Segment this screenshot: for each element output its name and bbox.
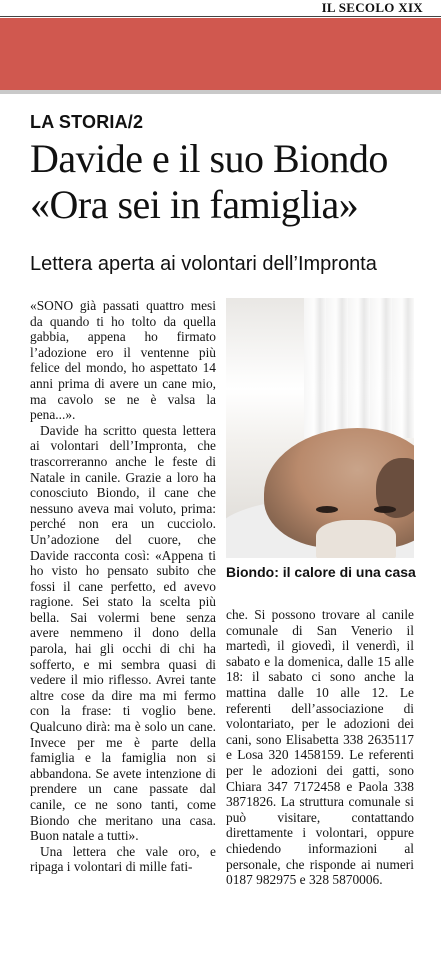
photo-dog-snout: [316, 520, 396, 558]
paragraph: Davide ha scritto questa lettera ai volontari dell’Impronta, che trascorreranno anche le feste di Natale in canile. Grazie a loro ha conosciuto Biondo, il cane che nessuno aveva mai voluto, prima: perché non era un cucciolo. Un’adozione del cuore, che Davide racconta così: «Appena ti ho visto ho pensato subito che fossi il cane perfetto, ed avevo ragione. Sei stato la scelta più bella. Sai volermi bene senza avere nemmeno il dono della parola, hai gli occhi di chi ha sofferto, e mi sembra quasi di vedere il mio riflesso. Avrei tante altre cose da dire ma mi fermo con la frase: ti voglio bene. Qualcuno dirà: ma è solo un cane. Invece per me è parte della famiglia e la famiglia non si abbandona. Se avete intenzione di prendere un cane passate dal canile, ce ne sono tanti, come Biondo che meritano una casa. Buon natale a tutti».: [30, 422, 216, 844]
header-band-shadow: [0, 90, 441, 94]
headline-line-2: «Ora sei in famiglia»: [30, 182, 359, 227]
paragraph: «SONO già passati quattro mesi da quando ti ho tolto da quella gabbia, appena ho firmato l’adozione ero il ventenne più felice del mondo, ho aspettato 14 anni prima di avere un cane mio, ma cavolo se ne è valsa la pena...».: [30, 298, 216, 423]
article-column-left: [30, 298, 216, 875]
headline-line-1: Davide e il suo Biondo: [30, 136, 388, 181]
masthead-title: IL SECOLO XIX: [321, 0, 423, 15]
article-kicker: LA STORIA/2: [30, 112, 144, 132]
photo-dog-eye: [374, 506, 396, 513]
photo-curtain: [304, 298, 414, 438]
photo-caption: Biondo: il calore di una casa: [226, 564, 416, 580]
photo-dog-eye: [316, 506, 338, 513]
paragraph: che. Si possono trovare al canile comunale di San Venerio il martedì, il giovedì, il venerdì, il sabato e la domenica, dalle 15 alle 18: il sabato ci sono anche la mattina dalle 10 alle 12. Le referenti dell’associazione di volontariato, per le adozioni dei cani, sono Elisabetta 338 2635117 e Losa 320 1458159. Le referenti per le adozioni dei gatti, sono Chiara 347 7172458 e Paola 338 3871826. La struttura comunale si può visitare, contattando direttamente i volontari, oppure chiedendo informazioni al personale, che risponde ai numeri 0187 982975 e 328 5870006.: [226, 607, 414, 888]
paragraph: Una lettera che vale oro, e ripaga i volontari di mille fati-: [30, 843, 216, 875]
article-subhead: Lettera aperta ai volontari dell’Impronta: [30, 253, 377, 275]
article-headline: [30, 136, 430, 228]
masthead: [0, 0, 441, 16]
article-column-right: [226, 607, 414, 888]
masthead-rule: [0, 16, 441, 17]
red-header-band: [0, 18, 441, 90]
dog-photo: [226, 298, 414, 558]
